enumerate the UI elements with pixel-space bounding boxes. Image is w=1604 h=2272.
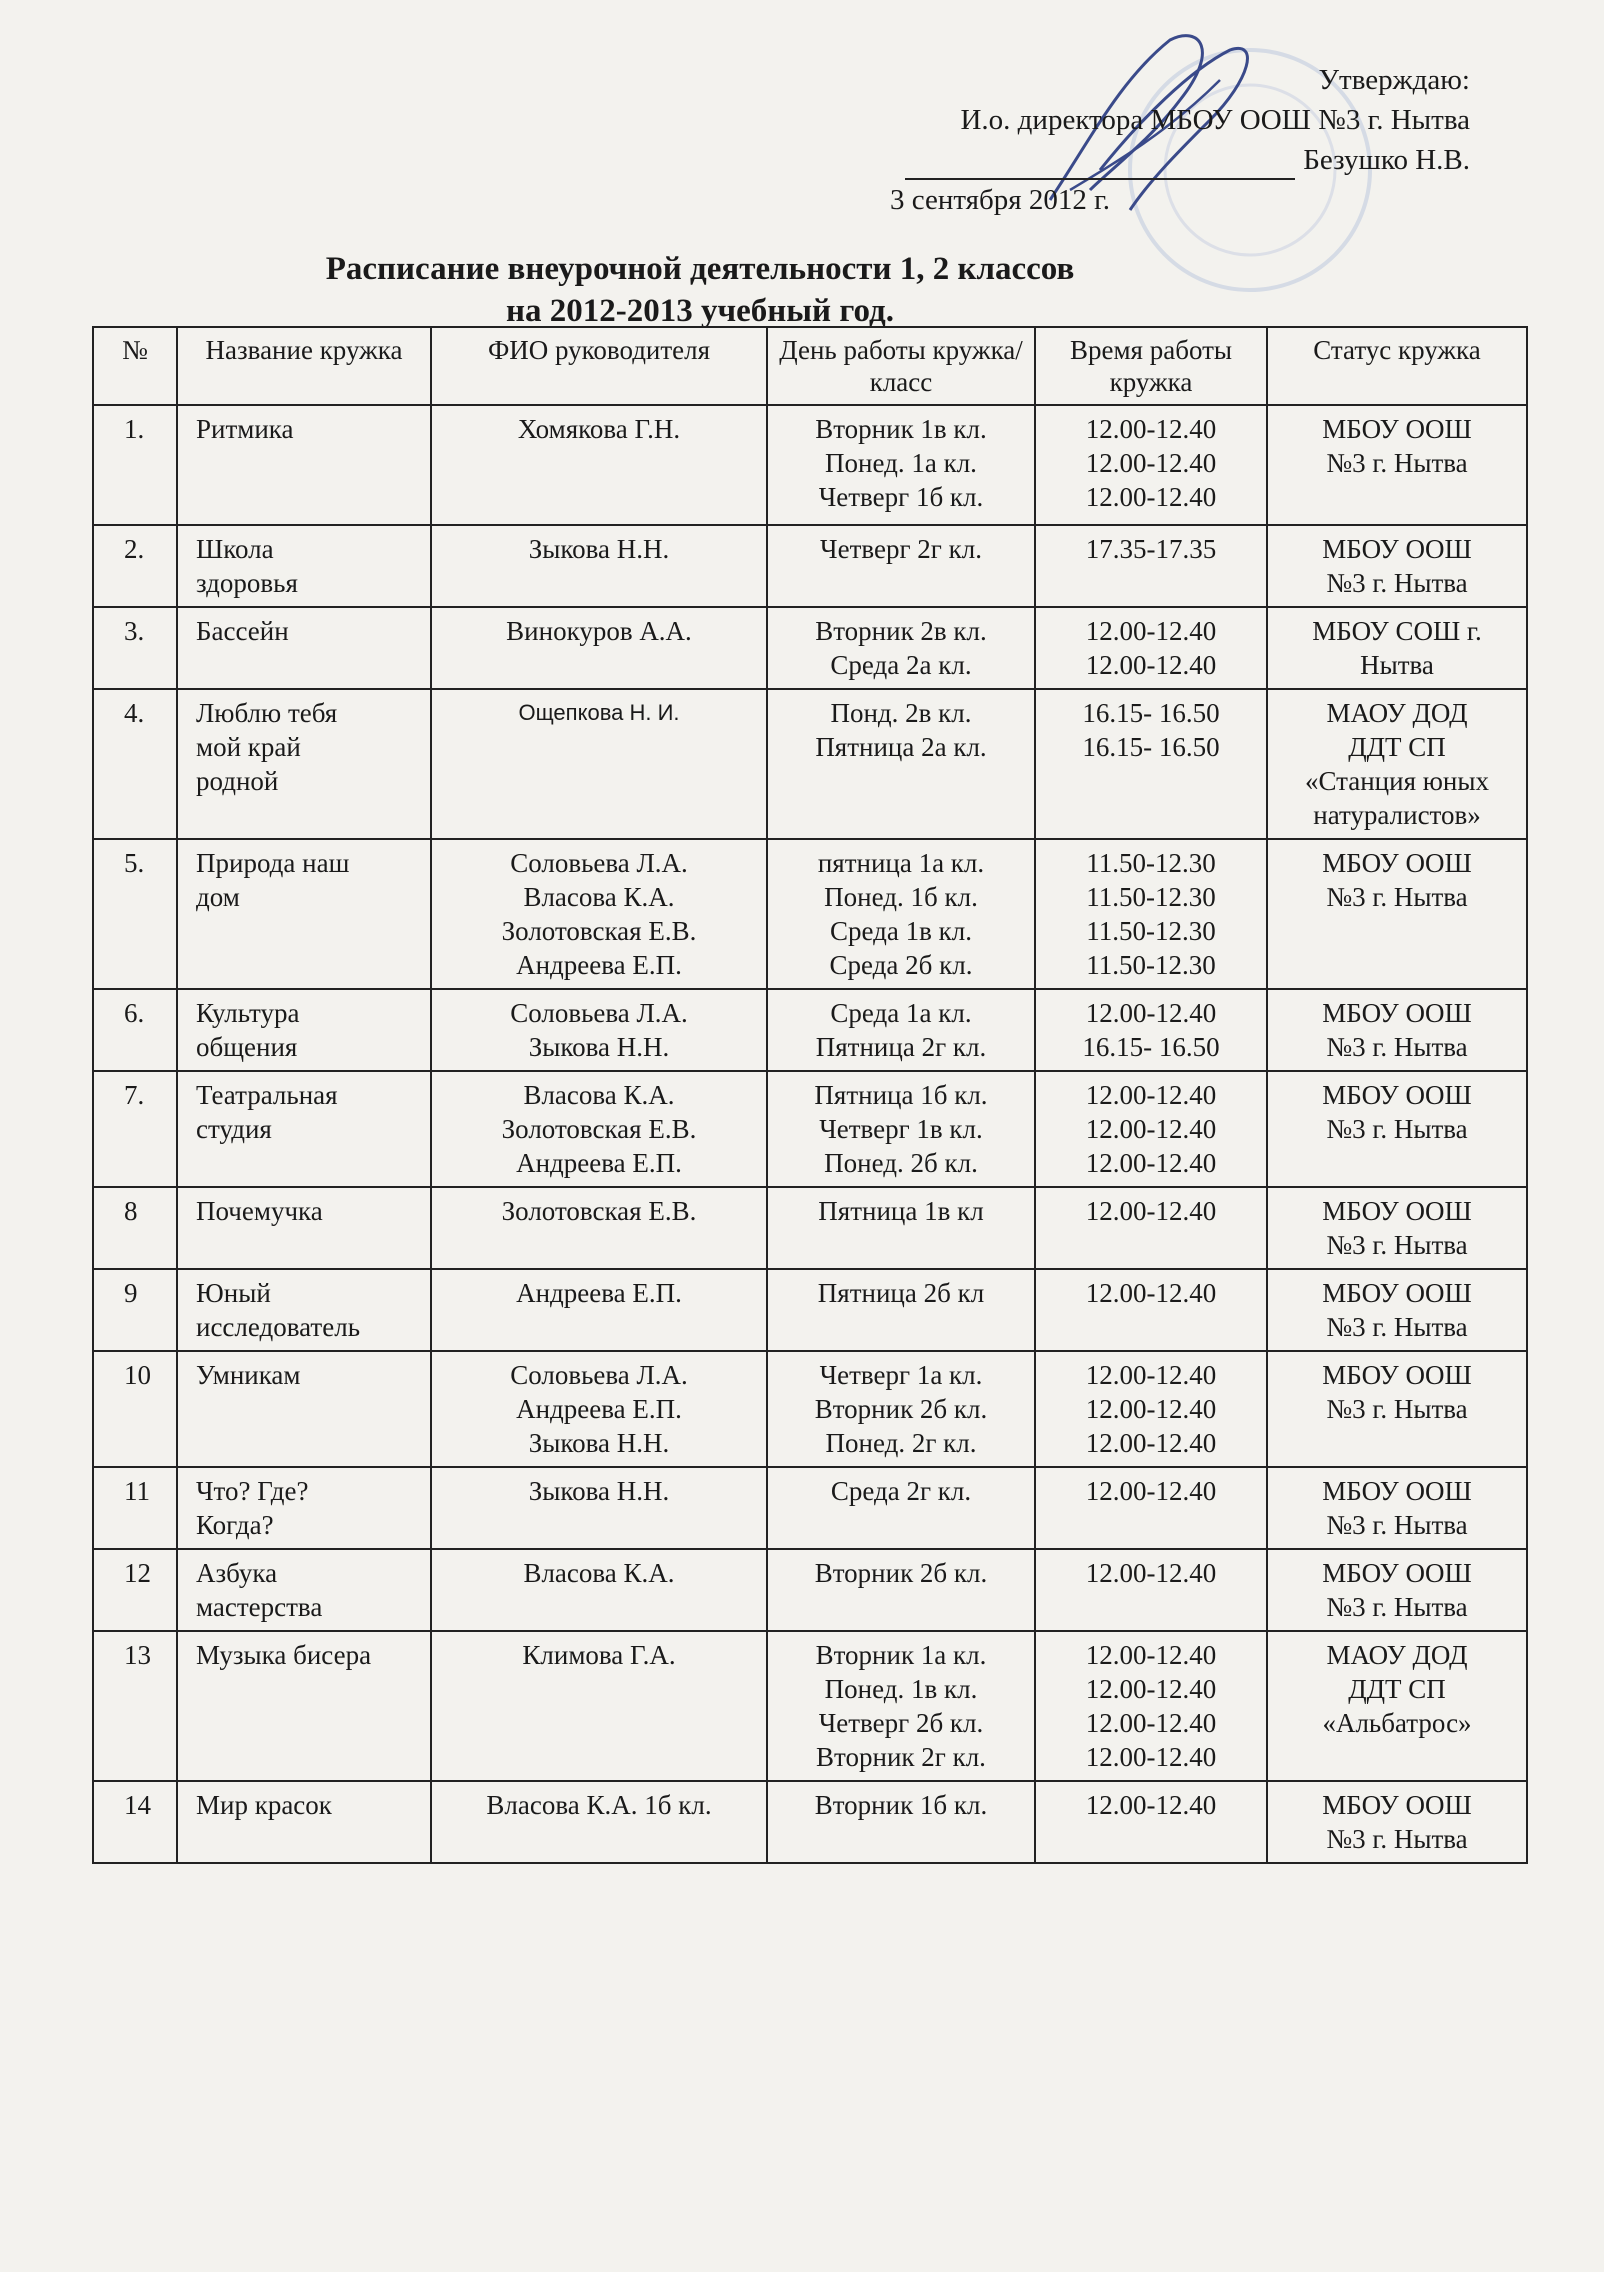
cell-day: Пятница 2б кл: [767, 1269, 1035, 1351]
cell-club-name: Бассейн: [177, 607, 431, 689]
cell-number: 7.: [93, 1071, 177, 1187]
table-row: [93, 689, 1527, 839]
approval-date: 3 сентября 2012 г.: [890, 184, 1110, 216]
cell-status: МБОУ ООШ №3 г. Нытва: [1267, 1269, 1527, 1351]
schedule-table: [92, 326, 1528, 1864]
cell-number: 2.: [93, 525, 177, 607]
cell-status: МБОУ ООШ №3 г. Нытва: [1267, 989, 1527, 1071]
cell-leader: Соловьева Л.А. Андреева Е.П. Зыкова Н.Н.: [431, 1351, 767, 1467]
cell-status: МБОУ ООШ №3 г. Нытва: [1267, 1549, 1527, 1631]
header-time: Время работы кружка: [1035, 327, 1267, 405]
cell-leader: Хомякова Г.Н.: [431, 405, 767, 525]
cell-club-name: Мир красок: [177, 1781, 431, 1863]
cell-day: Вторник 2б кл.: [767, 1549, 1035, 1631]
table-row: [93, 839, 1527, 989]
table-row: [93, 607, 1527, 689]
cell-time: 12.00-12.40 12.00-12.40 12.00-12.40: [1035, 405, 1267, 525]
cell-club-name: Умникам: [177, 1351, 431, 1467]
cell-time: 12.00-12.40: [1035, 1187, 1267, 1269]
table-row: [93, 1631, 1527, 1781]
cell-leader: Золотовская Е.В.: [431, 1187, 767, 1269]
cell-day: пятница 1а кл. Понед. 1б кл. Среда 1в кл. Среда 2б кл.: [767, 839, 1035, 989]
cell-leader: Ощепкова Н. И.: [431, 689, 767, 839]
cell-club-name: Что? Где? Когда?: [177, 1467, 431, 1549]
approval-block: [880, 60, 1480, 220]
cell-day: Вторник 2в кл. Среда 2а кл.: [767, 607, 1035, 689]
table-row: [93, 1549, 1527, 1631]
cell-day: Понд. 2в кл. Пятница 2а кл.: [767, 689, 1035, 839]
table-row: [93, 1269, 1527, 1351]
table-row: [93, 1071, 1527, 1187]
cell-club-name: Природа наш дом: [177, 839, 431, 989]
cell-number: 1.: [93, 405, 177, 525]
cell-day: Четверг 2г кл.: [767, 525, 1035, 607]
table-header-row: [93, 327, 1527, 405]
cell-status: МБОУ ООШ №3 г. Нытва: [1267, 839, 1527, 989]
cell-time: 12.00-12.40 16.15- 16.50: [1035, 989, 1267, 1071]
cell-club-name: Люблю тебя мой край родной: [177, 689, 431, 839]
cell-day: Вторник 1а кл. Понед. 1в кл. Четверг 2б кл. Вторник 2г кл.: [767, 1631, 1035, 1781]
table-row: [93, 525, 1527, 607]
cell-number: 9: [93, 1269, 177, 1351]
header-status: Статус кружка: [1267, 327, 1527, 405]
header-number: №: [93, 327, 177, 405]
cell-number: 10: [93, 1351, 177, 1467]
cell-time: 12.00-12.40 12.00-12.40 12.00-12.40: [1035, 1071, 1267, 1187]
cell-number: 5.: [93, 839, 177, 989]
approval-position: И.о. директора МБОУ ООШ №3 г. Нытва: [960, 104, 1470, 136]
cell-time: 12.00-12.40: [1035, 1269, 1267, 1351]
cell-leader: Соловьева Л.А. Зыкова Н.Н.: [431, 989, 767, 1071]
cell-club-name: Театральная студия: [177, 1071, 431, 1187]
cell-day: Среда 1а кл. Пятница 2г кл.: [767, 989, 1035, 1071]
cell-leader: Власова К.А. 1б кл.: [431, 1781, 767, 1863]
cell-leader: Винокуров А.А.: [431, 607, 767, 689]
title-line-2: на 2012-2013 учебный год.: [506, 293, 894, 329]
cell-leader: Зыкова Н.Н.: [431, 1467, 767, 1549]
cell-status: МБОУ ООШ №3 г. Нытва: [1267, 1187, 1527, 1269]
cell-day: Вторник 1в кл. Понед. 1а кл. Четверг 1б кл.: [767, 405, 1035, 525]
cell-time: 12.00-12.40: [1035, 1549, 1267, 1631]
cell-status: МБОУ ООШ №3 г. Нытва: [1267, 1781, 1527, 1863]
cell-time: 11.50-12.30 11.50-12.30 11.50-12.30 11.50-12.30: [1035, 839, 1267, 989]
cell-status: МБОУ ООШ №3 г. Нытва: [1267, 1071, 1527, 1187]
cell-number: 13: [93, 1631, 177, 1781]
table-row: [93, 1187, 1527, 1269]
cell-status: МБОУ ООШ №3 г. Нытва: [1267, 405, 1527, 525]
cell-day: Вторник 1б кл.: [767, 1781, 1035, 1863]
cell-time: 12.00-12.40: [1035, 1467, 1267, 1549]
page-title: [200, 248, 1200, 332]
cell-leader: Зыкова Н.Н.: [431, 525, 767, 607]
cell-club-name: Почемучка: [177, 1187, 431, 1269]
cell-status: МБОУ ООШ №3 г. Нытва: [1267, 1467, 1527, 1549]
header-day: День работы кружка/класс: [767, 327, 1035, 405]
cell-number: 8: [93, 1187, 177, 1269]
cell-leader: Соловьева Л.А. Власова К.А. Золотовская Е.В. Андреева Е.П.: [431, 839, 767, 989]
approval-name: Безушко Н.В.: [1303, 144, 1470, 176]
cell-time: 12.00-12.40: [1035, 1781, 1267, 1863]
cell-club-name: Юный исследователь: [177, 1269, 431, 1351]
header-club-name: Название кружка: [177, 327, 431, 405]
signature-line: [905, 152, 1295, 180]
cell-leader: Андреева Е.П.: [431, 1269, 767, 1351]
cell-status: МБОУ СОШ г. Нытва: [1267, 607, 1527, 689]
cell-status: МБОУ ООШ №3 г. Нытва: [1267, 525, 1527, 607]
cell-club-name: Ритмика: [177, 405, 431, 525]
cell-day: Пятница 1в кл: [767, 1187, 1035, 1269]
cell-day: Пятница 1б кл. Четверг 1в кл. Понед. 2б кл.: [767, 1071, 1035, 1187]
cell-status: МБОУ ООШ №3 г. Нытва: [1267, 1351, 1527, 1467]
cell-leader: Власова К.А.: [431, 1549, 767, 1631]
approval-signature-line: [880, 140, 1480, 180]
cell-number: 4.: [93, 689, 177, 839]
cell-club-name: Школа здоровья: [177, 525, 431, 607]
cell-number: 14: [93, 1781, 177, 1863]
approval-heading: Утверждаю:: [1318, 64, 1470, 96]
cell-club-name: Музыка бисера: [177, 1631, 431, 1781]
cell-time: 17.35-17.35: [1035, 525, 1267, 607]
cell-time: 12.00-12.40 12.00-12.40 12.00-12.40 12.00-12.40: [1035, 1631, 1267, 1781]
table-row: [93, 989, 1527, 1071]
cell-day: Четверг 1а кл. Вторник 2б кл. Понед. 2г кл.: [767, 1351, 1035, 1467]
cell-day: Среда 2г кл.: [767, 1467, 1035, 1549]
title-line-1: Расписание внеурочной деятельности 1, 2 классов: [325, 251, 1075, 287]
cell-number: 3.: [93, 607, 177, 689]
table-row: [93, 1351, 1527, 1467]
cell-time: 16.15- 16.50 16.15- 16.50: [1035, 689, 1267, 839]
cell-time: 12.00-12.40 12.00-12.40 12.00-12.40: [1035, 1351, 1267, 1467]
cell-number: 12: [93, 1549, 177, 1631]
cell-leader: Власова К.А. Золотовская Е.В. Андреева Е.П.: [431, 1071, 767, 1187]
cell-club-name: Культура общения: [177, 989, 431, 1071]
cell-leader: Климова Г.А.: [431, 1631, 767, 1781]
cell-club-name: Азбука мастерства: [177, 1549, 431, 1631]
cell-number: 11: [93, 1467, 177, 1549]
cell-time: 12.00-12.40 12.00-12.40: [1035, 607, 1267, 689]
cell-number: 6.: [93, 989, 177, 1071]
header-leader: ФИО руководителя: [431, 327, 767, 405]
cell-status: МАОУ ДОД ДДТ СП «Станция юных натуралистов»: [1267, 689, 1527, 839]
table-row: [93, 1781, 1527, 1863]
table-row: [93, 1467, 1527, 1549]
table-row: [93, 405, 1527, 525]
cell-status: МАОУ ДОД ДДТ СП «Альбатрос»: [1267, 1631, 1527, 1781]
